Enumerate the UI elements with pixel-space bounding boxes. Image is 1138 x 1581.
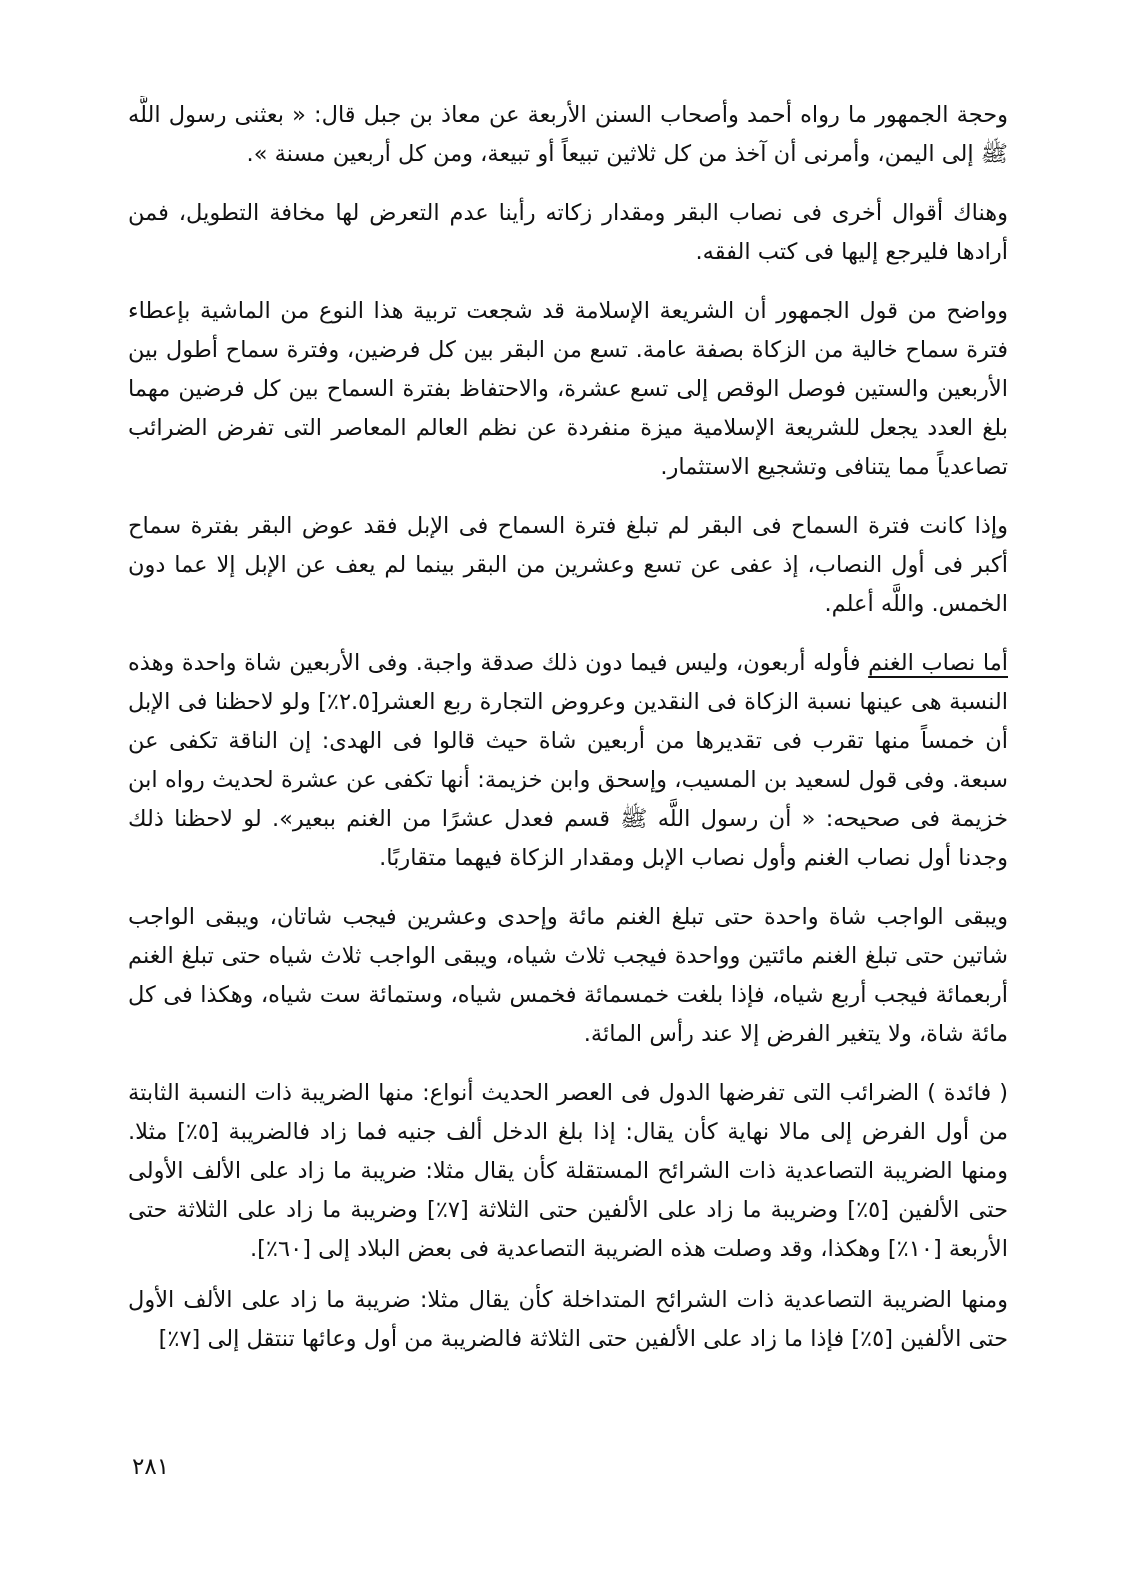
paragraph-text: ( فائدة ) الضرائب التى تفرضها الدول فى العصر الحديث أنواع: منها الضريبة ذات النسبة الثابتة من أول الفرض إلى مالا نهاية كأن يقال: إذا بلغ الدخل ألف جنيه فما زاد فالضريبة [٥٪] مثلا. ومنها الضريبة التصاعدية ذات الشرائح المستقلة كأن يقال مثلا: ضريبة ما زاد على الألف الأولى حتى الألفين [٥٪] وضريبة ما زاد على الألفين حتى الثلاثة [٧٪] وضريبة ما زاد على الثلاثة حتى الأربعة [١٠٪] وهكذا، وقد وصلت هذه الضريبة التصاعدية فى بعض البلاد إلى [٦٠٪]. bbox=[128, 1080, 1008, 1262]
paragraph-grace-period bbox=[128, 292, 1008, 487]
paragraph-text: وإذا كانت فترة السماح فى البقر لم تبلغ فترة السماح فى الإبل فقد عوض البقر بفترة سماح أكبر فى أول النصاب، إذ عفى عن تسع وعشرين من البقر بينما لم يعف عن الإبل إلا عما دون الخمس. واللَّه أعلم. bbox=[128, 513, 1008, 617]
page-number: ٢٨١ bbox=[132, 1454, 170, 1480]
paragraph-sheep-nisab bbox=[128, 644, 1008, 878]
paragraph-text: وواضح من قول الجمهور أن الشريعة الإسلامة قد شجعت تربية هذا النوع من الماشية بإعطاء فترة سماح خالية من الزكاة بصفة عامة. تسع من البقر بين كل فرضين، وفترة سماح أطول بين الأربعين والستين فوصل الوقص إلى تسع عشرة، والاحتفاظ بفترة السماح بين كل فرضين مهما بلغ العدد يجعل للشريعة الإسلامية ميزة منفردة عن نظم العالم المعاصر التى تفرض الضرائب تصاعدياً مما يتنافى وتشجيع الاستثمار. bbox=[128, 298, 1008, 480]
paragraph-text: ومنها الضريبة التصاعدية ذات الشرائح المتداخلة كأن يقال مثلا: ضريبة ما زاد على الألف الأول حتى الألفين [٥٪] فإذا ما زاد على الألفين حتى الثلاثة فالضريبة من أول وعائها تنتقل إلى [٧٪] bbox=[128, 1287, 1008, 1352]
paragraph-progressive-tax bbox=[128, 1281, 1008, 1359]
paragraph-text: فأوله أربعون، وليس فيما دون ذلك صدقة واجبة. وفى الأربعين شاة واحدة وهذه النسبة هى عينها نسبة الزكاة فى النقدين وعروض التجارة ربع العشر[٢.٥٪] ولو لاحظنا فى الإبل أن خمساً منها تقرب فى تقديرها من أربعين شاة حيث قالوا فى الهدى: إن الناقة تكفى عن سبعة. وفى قول لسعيد بن المسيب، وإسحق وابن خزيمة: أنها تكفى عن عشرة لحديث رواه ابن خزيمة فى صحيحه: « أن رسول اللَّه ﷺ قسم فعدل عشرًا من الغنم ببعير». لو لاحظنا ذلك وجدنا أول نصاب الغنم وأول نصاب الإبل ومقدار الزكاة فيهما متقاربًا. bbox=[128, 650, 1008, 871]
document-page bbox=[128, 96, 1008, 1496]
paragraph-text: وهناك أقوال أخرى فى نصاب البقر ومقدار زكاته رأينا عدم التعرض لها مخافة التطويل، فمن أرادها فليرجع إليها فى كتب الفقه. bbox=[128, 200, 1008, 265]
section-heading-sheep-nisab: أما نصاب الغنم bbox=[868, 650, 1008, 676]
paragraph-text: وحجة الجمهور ما رواه أحمد وأصحاب السنن الأربعة عن معاذ بن جبل قال: « بعثنى رسول اللَّه ﷺ إلى اليمن، وأمرنى أن آخذ من كل ثلاثين تبيعاً أو تبيعة، ومن كل أربعين مسنة ». bbox=[128, 102, 1008, 167]
paragraph-jumhur-evidence bbox=[128, 96, 1008, 174]
paragraph-cattle-vs-camels bbox=[128, 507, 1008, 624]
paragraph-other-opinions bbox=[128, 194, 1008, 272]
paragraph-sheep-obligation bbox=[128, 898, 1008, 1054]
paragraph-text: ويبقى الواجب شاة واحدة حتى تبلغ الغنم مائة وإحدى وعشرين فيجب شاتان، ويبقى الواجب شاتين حتى تبلغ الغنم مائتين وواحدة فيجب ثلاث شياه، ويبقى الواجب ثلاث شياه حتى تبلغ الغنم أربعمائة فيجب أربع شياه، فإذا بلغت خمسمائة فخمس شياه، وستمائة ست شياه، وهكذا فى كل مائة شاة، ولا يتغير الفرض إلا عند رأس المائة. bbox=[128, 904, 1008, 1047]
paragraph-taxes-note bbox=[128, 1074, 1008, 1269]
